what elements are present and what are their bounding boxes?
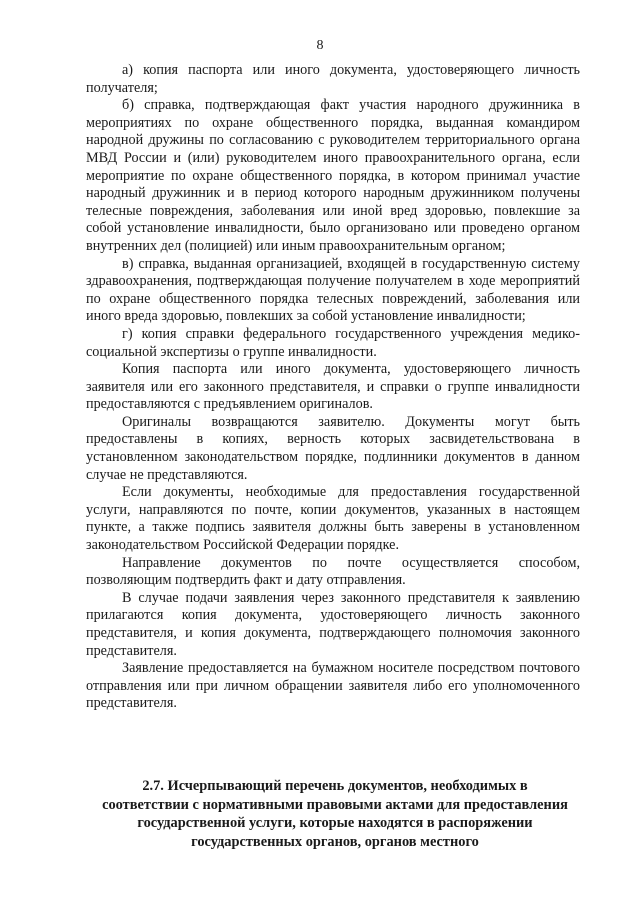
paragraph-item-g: г) копия справки федерального государственного учреждения медико-социальной экспертизы о группе инвалидности. [86, 325, 580, 360]
section-heading: 2.7. Исчерпывающий перечень документов, необходимых в соответствии с нормативными правовыми актами для предоставления государственной услуги, которые находятся в распоряжении государственных органов, органов местного [102, 778, 568, 850]
paragraph-item-b: б) справка, подтверждающая факт участия народного дружинника в мероприятиях по охране общественного порядка, выданная командиром народной дружины по согласованию с руководителем территориального органа МВД России и (или) руководителем иного правоохранительного органа, если мероприятие по охране общественного порядка, в котором принимал участие народный дружинник и в период которого народным дружинником получены телесные повреждения, заболевания или иной вред здоровью, повлекшие за собой установление инвалидности, было организовано или проведено органом внутренних дел (полицией) или иным правоохранительным органом; [86, 97, 580, 254]
paragraph-postal-method: Направление документов по почте осуществляется способом, позволяющим подтвердить факт и дату отправления. [86, 554, 580, 589]
body-text [86, 62, 580, 713]
paragraph-item-a: а) копия паспорта или иного документа, удостоверяющего личность получателя; [86, 62, 580, 96]
paragraph-legal-representative: В случае подачи заявления через законного представителя к заявлению прилагаются копия документа, удостоверяющего личность законного представителя, и копия документа, подтверждающего полномочия законного представителя. [86, 589, 580, 659]
paragraph-originals-presentation: Копия паспорта или иного документа, удостоверяющего личность заявителя или его законного представителя, и справки о группе инвалидности предоставляются с предъявлением оригиналов. [86, 361, 580, 413]
page-number: 8 [316, 38, 324, 53]
paragraph-originals-returned: Оригиналы возвращаются заявителю. Документы могут быть предоставлены в копиях, верность которых засвидетельствована в установленном законодательством порядке, подлинники документов в данном случае не представляются. [86, 413, 580, 483]
paragraph-application-submission: Заявление предоставляется на бумажном носителе посредством почтового отправления или при личном обращении заявителя либо его уполномоченного представителя. [86, 660, 580, 712]
paragraph-postal-submission: Если документы, необходимые для предоставления государственной услуги, направляются по почте, копии документов, указанных в настоящем пункте, а также подпись заявителя должны быть заверены в установленном законодательством Российской Федерации порядке. [86, 484, 580, 554]
paragraph-item-v: в) справка, выданная организацией, входящей в государственную систему здравоохранения, подтверждающая получение получателем в ходе мероприятий по охране общественного порядка телесных повреждений, заболевания или иного вреда здоровью, повлекших за собой установление инвалидности; [86, 255, 580, 325]
